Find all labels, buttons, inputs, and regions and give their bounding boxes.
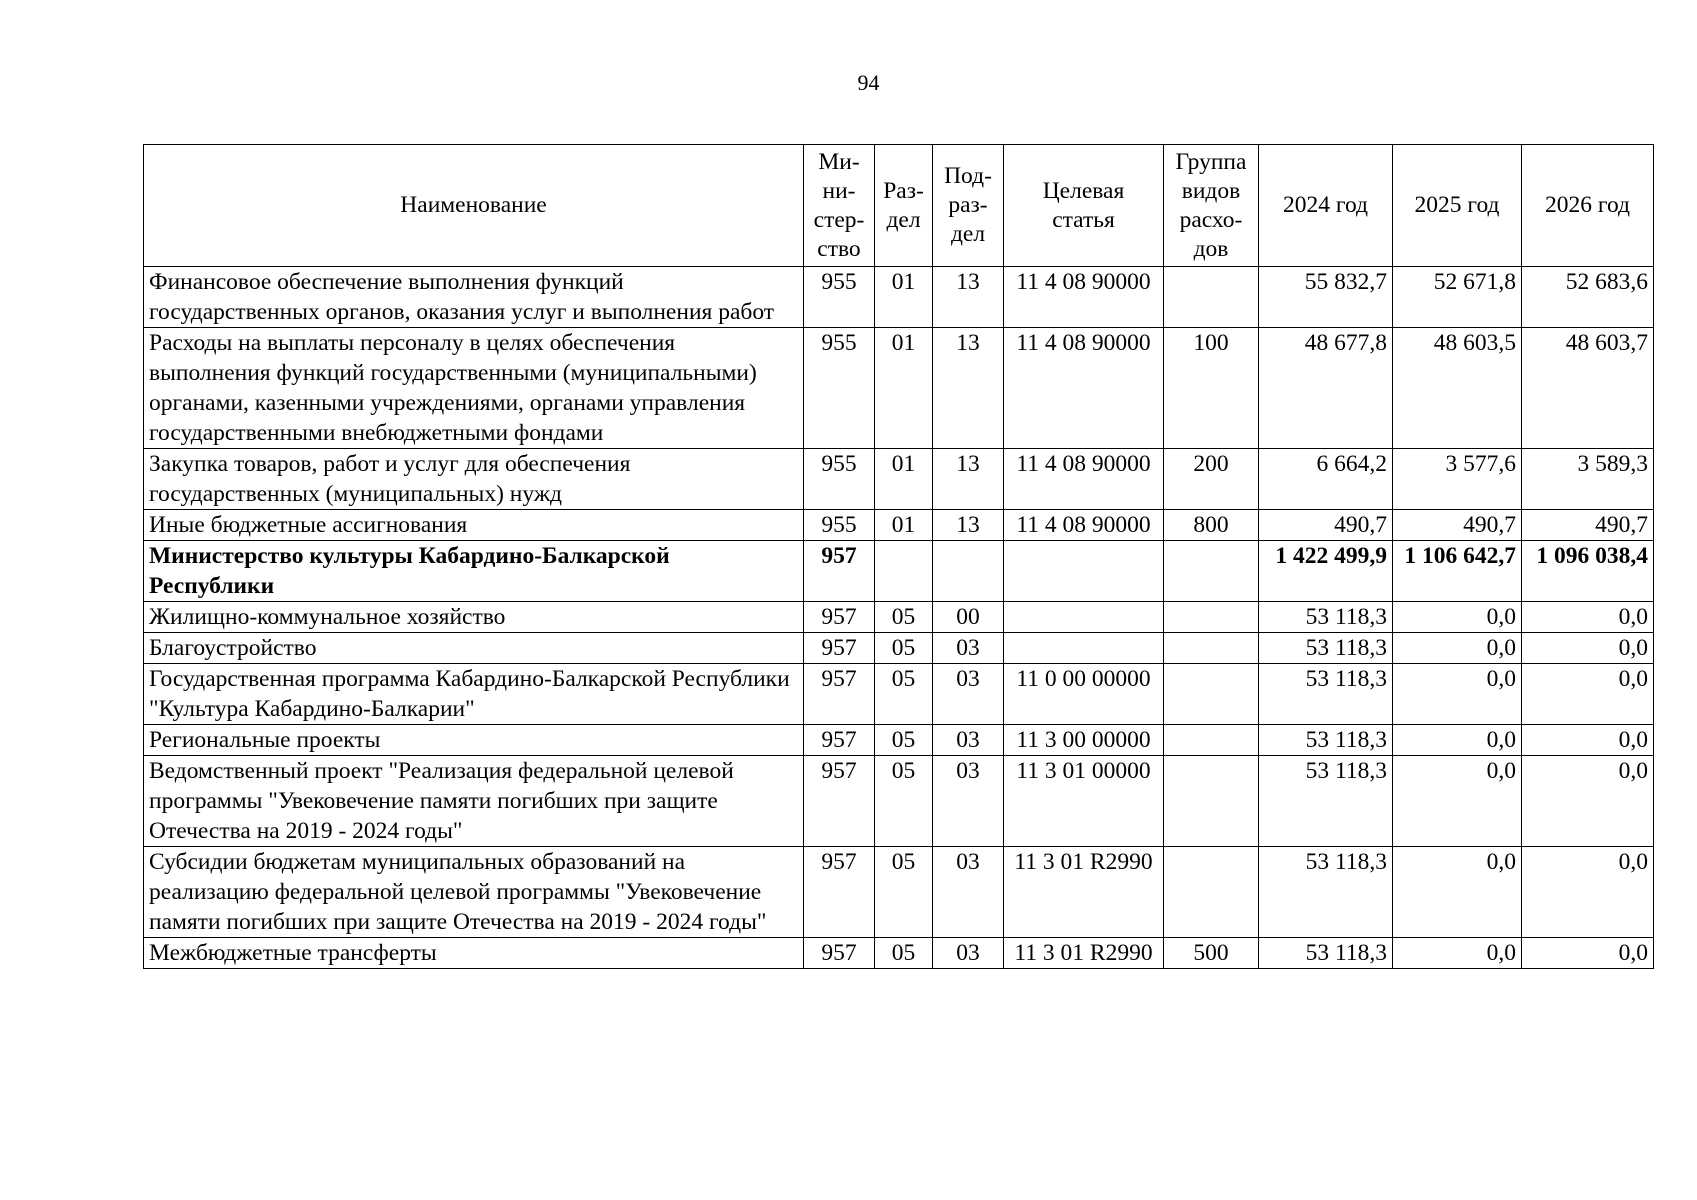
cell-y2025: 0,0: [1393, 938, 1522, 969]
cell-ministry: 957: [804, 756, 875, 847]
cell-group: [1164, 267, 1259, 328]
cell-section: 05: [875, 633, 933, 664]
page-number: 94: [857, 70, 880, 95]
cell-group: [1164, 541, 1259, 602]
cell-group: 100: [1164, 328, 1259, 449]
cell-name: Финансовое обеспечение выполнения функций государственных органов, оказания услуг и выполнения работ: [144, 267, 804, 328]
cell-y2026: 0,0: [1522, 664, 1654, 725]
table-row: [144, 449, 1654, 510]
cell-y2025: 0,0: [1393, 847, 1522, 938]
cell-group: [1164, 602, 1259, 633]
column-header-y2026: 2026 год: [1522, 145, 1654, 267]
cell-y2024: 1 422 499,9: [1259, 541, 1393, 602]
cell-ministry: 955: [804, 449, 875, 510]
cell-name: Ведомственный проект "Реализация федеральной целевой программы "Увековечение памяти погибших при защите Отечества на 2019 - 2024 годы": [144, 756, 804, 847]
table-row: [144, 602, 1654, 633]
cell-section: 01: [875, 267, 933, 328]
table-row: [144, 633, 1654, 664]
cell-y2024: 53 118,3: [1259, 633, 1393, 664]
cell-y2024: 490,7: [1259, 510, 1393, 541]
cell-y2026: 0,0: [1522, 633, 1654, 664]
cell-y2026: 0,0: [1522, 602, 1654, 633]
cell-subsection: 13: [933, 510, 1004, 541]
cell-subsection: 03: [933, 938, 1004, 969]
cell-ministry: 957: [804, 847, 875, 938]
cell-section: 01: [875, 510, 933, 541]
cell-y2025: 0,0: [1393, 756, 1522, 847]
cell-name: Благоустройство: [144, 633, 804, 664]
column-header-y2025: 2025 год: [1393, 145, 1522, 267]
cell-y2025: 48 603,5: [1393, 328, 1522, 449]
cell-section: 05: [875, 938, 933, 969]
cell-y2025: 0,0: [1393, 664, 1522, 725]
cell-ministry: 955: [804, 267, 875, 328]
cell-target: 11 4 08 90000: [1004, 328, 1164, 449]
budget-table: [143, 144, 1654, 969]
cell-y2026: 3 589,3: [1522, 449, 1654, 510]
cell-ministry: 957: [804, 602, 875, 633]
cell-section: 01: [875, 328, 933, 449]
cell-ministry: 957: [804, 938, 875, 969]
cell-y2024: 55 832,7: [1259, 267, 1393, 328]
cell-ministry: 957: [804, 725, 875, 756]
cell-target: 11 4 08 90000: [1004, 510, 1164, 541]
cell-subsection: 03: [933, 725, 1004, 756]
column-header-subsection: Под- раз- дел: [933, 145, 1004, 267]
cell-target: 11 0 00 00000: [1004, 664, 1164, 725]
cell-subsection: 03: [933, 664, 1004, 725]
cell-subsection: 03: [933, 633, 1004, 664]
cell-y2026: 0,0: [1522, 756, 1654, 847]
table-row: [144, 756, 1654, 847]
cell-name: Закупка товаров, работ и услуг для обеспечения государственных (муниципальных) нужд: [144, 449, 804, 510]
cell-y2025: 3 577,6: [1393, 449, 1522, 510]
cell-y2025: 0,0: [1393, 725, 1522, 756]
cell-target: 11 4 08 90000: [1004, 267, 1164, 328]
cell-group: [1164, 847, 1259, 938]
cell-y2026: 1 096 038,4: [1522, 541, 1654, 602]
column-header-section: Раз- дел: [875, 145, 933, 267]
cell-name: Иные бюджетные ассигнования: [144, 510, 804, 541]
table-row: [144, 510, 1654, 541]
column-header-y2024: 2024 год: [1259, 145, 1393, 267]
cell-y2026: 0,0: [1522, 938, 1654, 969]
cell-section: 01: [875, 449, 933, 510]
cell-y2024: 53 118,3: [1259, 725, 1393, 756]
cell-section: 05: [875, 664, 933, 725]
cell-y2026: 490,7: [1522, 510, 1654, 541]
cell-section: 05: [875, 756, 933, 847]
cell-subsection: 03: [933, 847, 1004, 938]
cell-y2025: 52 671,8: [1393, 267, 1522, 328]
cell-subsection: 13: [933, 267, 1004, 328]
cell-subsection: 13: [933, 328, 1004, 449]
cell-y2025: 490,7: [1393, 510, 1522, 541]
cell-group: [1164, 664, 1259, 725]
cell-group: [1164, 633, 1259, 664]
cell-subsection: [933, 541, 1004, 602]
cell-y2025: 0,0: [1393, 602, 1522, 633]
column-header-group: Группа видов расхо- дов: [1164, 145, 1259, 267]
cell-ministry: 955: [804, 328, 875, 449]
column-header-name: Наименование: [144, 145, 804, 267]
table-row: [144, 267, 1654, 328]
cell-y2025: 1 106 642,7: [1393, 541, 1522, 602]
table-row: [144, 328, 1654, 449]
cell-target: 11 4 08 90000: [1004, 449, 1164, 510]
cell-name: Жилищно-коммунальное хозяйство: [144, 602, 804, 633]
cell-y2026: 48 603,7: [1522, 328, 1654, 449]
cell-target: 11 3 01 R2990: [1004, 938, 1164, 969]
cell-section: 05: [875, 602, 933, 633]
cell-name: Региональные проекты: [144, 725, 804, 756]
column-header-ministry: Ми- ни- стер- ство: [804, 145, 875, 267]
cell-target: 11 3 01 00000: [1004, 756, 1164, 847]
cell-target: 11 3 00 00000: [1004, 725, 1164, 756]
cell-y2025: 0,0: [1393, 633, 1522, 664]
cell-y2024: 6 664,2: [1259, 449, 1393, 510]
cell-y2024: 48 677,8: [1259, 328, 1393, 449]
cell-ministry: 957: [804, 664, 875, 725]
cell-ministry: 955: [804, 510, 875, 541]
cell-name: Субсидии бюджетам муниципальных образований на реализацию федеральной целевой программы "Увековечение памяти погибших при защите Отечества на 2019 - 2024 годы": [144, 847, 804, 938]
cell-group: 800: [1164, 510, 1259, 541]
cell-target: 11 3 01 R2990: [1004, 847, 1164, 938]
cell-y2024: 53 118,3: [1259, 938, 1393, 969]
cell-y2024: 53 118,3: [1259, 602, 1393, 633]
cell-group: 500: [1164, 938, 1259, 969]
cell-subsection: 00: [933, 602, 1004, 633]
cell-name: Государственная программа Кабардино-Балкарской Республики "Культура Кабардино-Балкарии": [144, 664, 804, 725]
cell-name: Министерство культуры Кабардино-Балкарской Республики: [144, 541, 804, 602]
cell-section: 05: [875, 847, 933, 938]
table-row: [144, 847, 1654, 938]
table-body: [144, 267, 1654, 969]
table-row: [144, 938, 1654, 969]
table-row: [144, 664, 1654, 725]
cell-group: [1164, 756, 1259, 847]
cell-name: Расходы на выплаты персоналу в целях обеспечения выполнения функций государственными (муниципальными) органами, казенными учреждениями, органами управления государственными внебюджетными фондами: [144, 328, 804, 449]
cell-name: Межбюджетные трансферты: [144, 938, 804, 969]
cell-y2024: 53 118,3: [1259, 756, 1393, 847]
cell-group: [1164, 725, 1259, 756]
table-header-row: [144, 145, 1654, 267]
cell-section: [875, 541, 933, 602]
cell-y2026: 52 683,6: [1522, 267, 1654, 328]
cell-subsection: 03: [933, 756, 1004, 847]
cell-ministry: 957: [804, 633, 875, 664]
cell-y2026: 0,0: [1522, 725, 1654, 756]
cell-y2026: 0,0: [1522, 847, 1654, 938]
cell-subsection: 13: [933, 449, 1004, 510]
cell-target: [1004, 602, 1164, 633]
cell-group: 200: [1164, 449, 1259, 510]
cell-y2024: 53 118,3: [1259, 847, 1393, 938]
cell-target: [1004, 541, 1164, 602]
cell-section: 05: [875, 725, 933, 756]
table-row: [144, 541, 1654, 602]
column-header-target: Целевая статья: [1004, 145, 1164, 267]
cell-target: [1004, 633, 1164, 664]
cell-y2024: 53 118,3: [1259, 664, 1393, 725]
table-row: [144, 725, 1654, 756]
cell-ministry: 957: [804, 541, 875, 602]
